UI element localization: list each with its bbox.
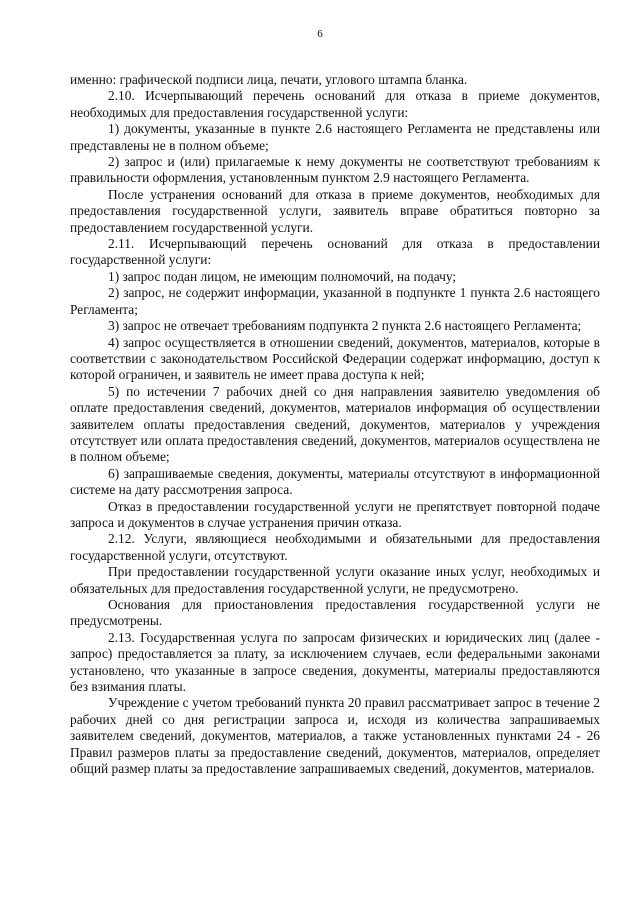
paragraph-suspension: Основания для приостановления предоставления государственной услуги не предусмотрены. xyxy=(70,597,600,629)
paragraph-2-10-item-1: 1) документы, указанные в пункте 2.6 настоящего Регламента не представлены или представлены не в полном объеме; xyxy=(70,121,600,153)
paragraph-2-11: 2.11. Исчерпывающий перечень оснований для отказа в предоставлении государственной услуги: xyxy=(70,236,600,268)
paragraph-fee-calculation: Учреждение с учетом требований пункта 20 правил рассматривает запрос в течение 2 рабочих дней со дня регистрации запроса и, исходя из количества запрашиваемых заявителем сведений, документов, материалов, а также установленных пунктами 24 - 26 Правил размеров платы за предоставление сведений, документов, материалов, определяет общий размер платы за предоставление запрашиваемых сведений, документов, материалов. xyxy=(70,695,600,777)
document-body xyxy=(70,72,600,777)
paragraph-after-refusal: После устранения оснований для отказа в приеме документов, необходимых для предоставления государственной услуги, заявитель вправе обратиться повторно за предоставлением государственной услуги. xyxy=(70,186,600,235)
paragraph-2-10: 2.10. Исчерпывающий перечень оснований для отказа в приеме документов, необходимых для предоставления государственной услуги: xyxy=(70,88,600,120)
paragraph-2-11-item-1: 1) запрос подан лицом, не имеющим полномочий, на подачу; xyxy=(108,268,457,284)
page-number: 6 xyxy=(317,28,323,40)
paragraph-2-11-item-4: 4) запрос осуществляется в отношении сведений, документов, материалов, которые в соответствии с законодательством Российской Федерации содержат информацию, доступ к которой ограничен, и заявитель не имеет права доступа к ней; xyxy=(70,334,600,383)
paragraph-refusal-note: Отказ в предоставлении государственной услуги не препятствует повторной подаче запроса и документов в случае устранения причин отказа. xyxy=(70,498,600,530)
paragraph-continuation: именно: графической подписи лица, печати, углового штампа бланка. xyxy=(70,72,468,87)
paragraph-2-10-item-2: 2) запрос и (или) прилагаемые к нему документы не соответствуют требованиям к правильности оформления, установленным пунктом 2.9 настоящего Регламента. xyxy=(70,154,600,186)
paragraph-2-11-item-5: 5) по истечении 7 рабочих дней со дня направления заявителю уведомления об оплате предоставления сведений, документов, материалов информация об осуществлении заявителем оплаты предоставления сведений, документов, материалов у учреждения отсутствует или оплата предоставления сведений, документов, материалов осуществлена не в полном объеме; xyxy=(70,383,600,465)
paragraph-2-13: 2.13. Государственная услуга по запросам физических и юридических лиц (далее - запрос) предоставляется за плату, за исключением случаев, если федеральными законами установлено, что указанные в запросе сведения, документы, материалы предоставляются без взимания платы. xyxy=(70,629,600,695)
paragraph-other-services: При предоставлении государственной услуги оказание иных услуг, необходимых и обязательных для предоставления государственной услуги, не предусмотрено. xyxy=(70,564,600,596)
paragraph-2-12: 2.12. Услуги, являющиеся необходимыми и обязательными для предоставления государственной услуги, отсутствуют. xyxy=(70,531,600,563)
paragraph-2-11-item-3: 3) запрос не отвечает требованиям подпункта 2 пункта 2.6 настоящего Регламента; xyxy=(108,318,582,334)
paragraph-2-11-item-6: 6) запрашиваемые сведения, документы, материалы отсутствуют в информационной системе на дату рассмотрения запроса. xyxy=(70,465,600,498)
paragraph-2-11-item-2: 2) запрос, не содержит информации, указанной в подпункте 1 пункта 2.6 настоящего Регламента; xyxy=(70,285,600,317)
